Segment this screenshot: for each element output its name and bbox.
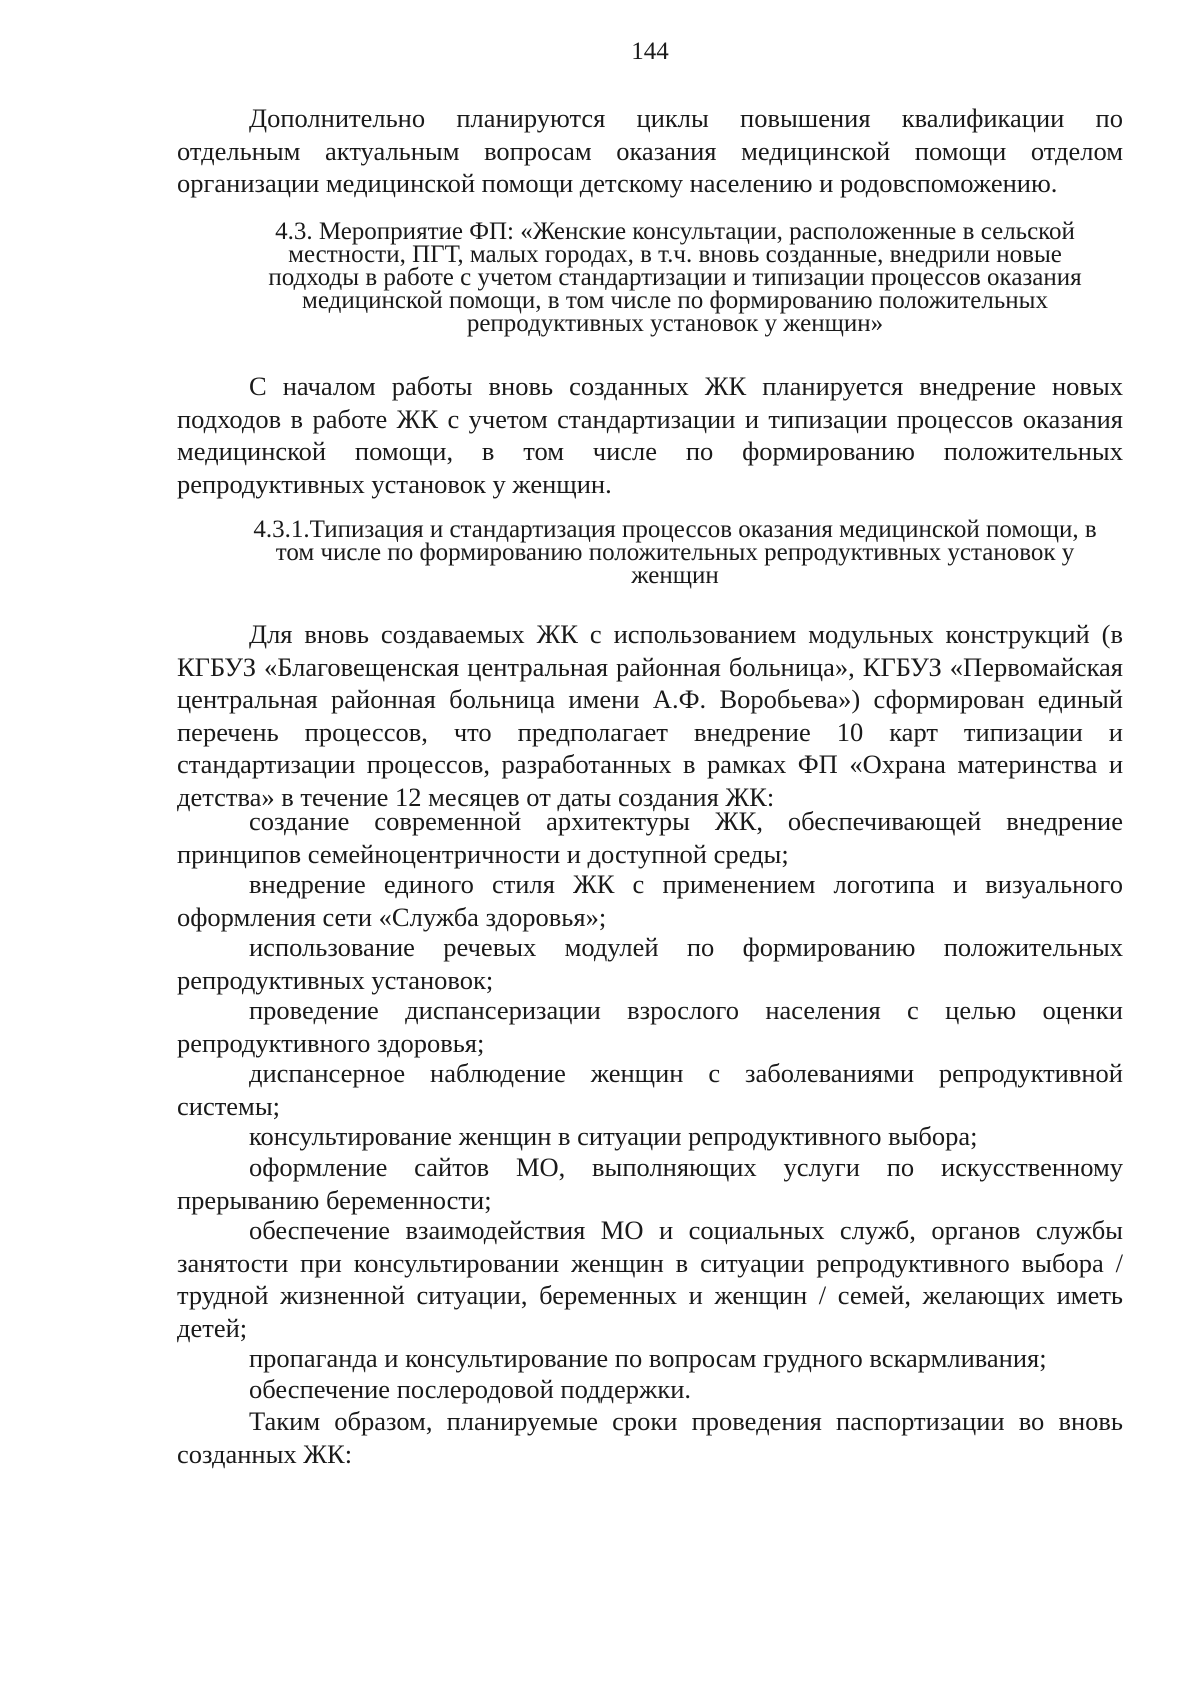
subsection-paragraph: Для вновь создаваемых ЖК с использованием модульных конструкций (в КГБУЗ «Благовещенская центральная районная больница», КГБУЗ «Первомайская центральная районная больница имени А.Ф. Воробьева») сформирован единый перечень процессов, что предполагает внедрение 10 карт типизации и стандартизации процессов, разработанных в рамках ФП «Охрана материнства и детства» в течение 12 месяцев от даты создания ЖК: [177,619,1123,812]
closing-paragraph: Таким образом, планируемые сроки проведения паспортизации во вновь созданных ЖК: [177,1406,1123,1469]
list-item: пропаганда и консультирование по вопросам грудного вскармливания; [249,1343,1047,1373]
document-page [177,0,1123,1696]
list-item: обеспечение послеродовой поддержки. [249,1374,692,1404]
list-item: консультирование женщин в ситуации репродуктивного выбора; [249,1121,978,1151]
list-item: обеспечение взаимодействия МО и социальных служб, органов службы занятости при консультировании женщин в ситуации репродуктивного выбора / трудной жизненной ситуации, беременных и женщин / семей, желающих иметь детей; [177,1215,1123,1343]
section-paragraph: С началом работы вновь созданных ЖК планируется внедрение новых подходов в работе ЖК с учетом стандартизации и типизации процессов оказания медицинской помощи, в том числе по формированию положительных репродуктивных установок у женщин. [177,371,1123,499]
list-item: создание современной архитектуры ЖК, обеспечивающей внедрение принципов семейноцентричности и доступной среды; [177,806,1123,869]
list-item: внедрение единого стиля ЖК с применением логотипа и визуального оформления сети «Служба здоровья»; [177,869,1123,932]
list-item: оформление сайтов МО, выполняющих услуги по искусственному прерыванию беременности; [177,1152,1123,1215]
list-item: проведение диспансеризации взрослого населения с целью оценки репродуктивного здоровья; [177,995,1123,1058]
page-number: 144 [631,38,669,65]
subsection-heading: 4.3.1.Типизация и стандартизация процессов оказания медицинской помощи, в том числе по формированию положительных репродуктивных установок у женщин [253,516,1097,589]
section-heading: 4.3. Мероприятие ФП: «Женские консультации, расположенные в сельской местности, ПГТ, малых городах, в т.ч. вновь созданные, внедрили новые подходы в работе с учетом стандартизации и типизации процессов оказания медицинской помощи, в том числе по формированию положительных репродуктивных установок у женщин» [268,218,1082,337]
list-item: использование речевых модулей по формированию положительных репродуктивных установок; [177,932,1123,995]
list-item: диспансерное наблюдение женщин с заболеваниями репродуктивной системы; [177,1058,1123,1121]
intro-paragraph: Дополнительно планируются циклы повышения квалификации по отдельным актуальным вопросам оказания медицинской помощи отделом организации медицинской помощи детскому населению и родовспоможению. [177,103,1123,198]
